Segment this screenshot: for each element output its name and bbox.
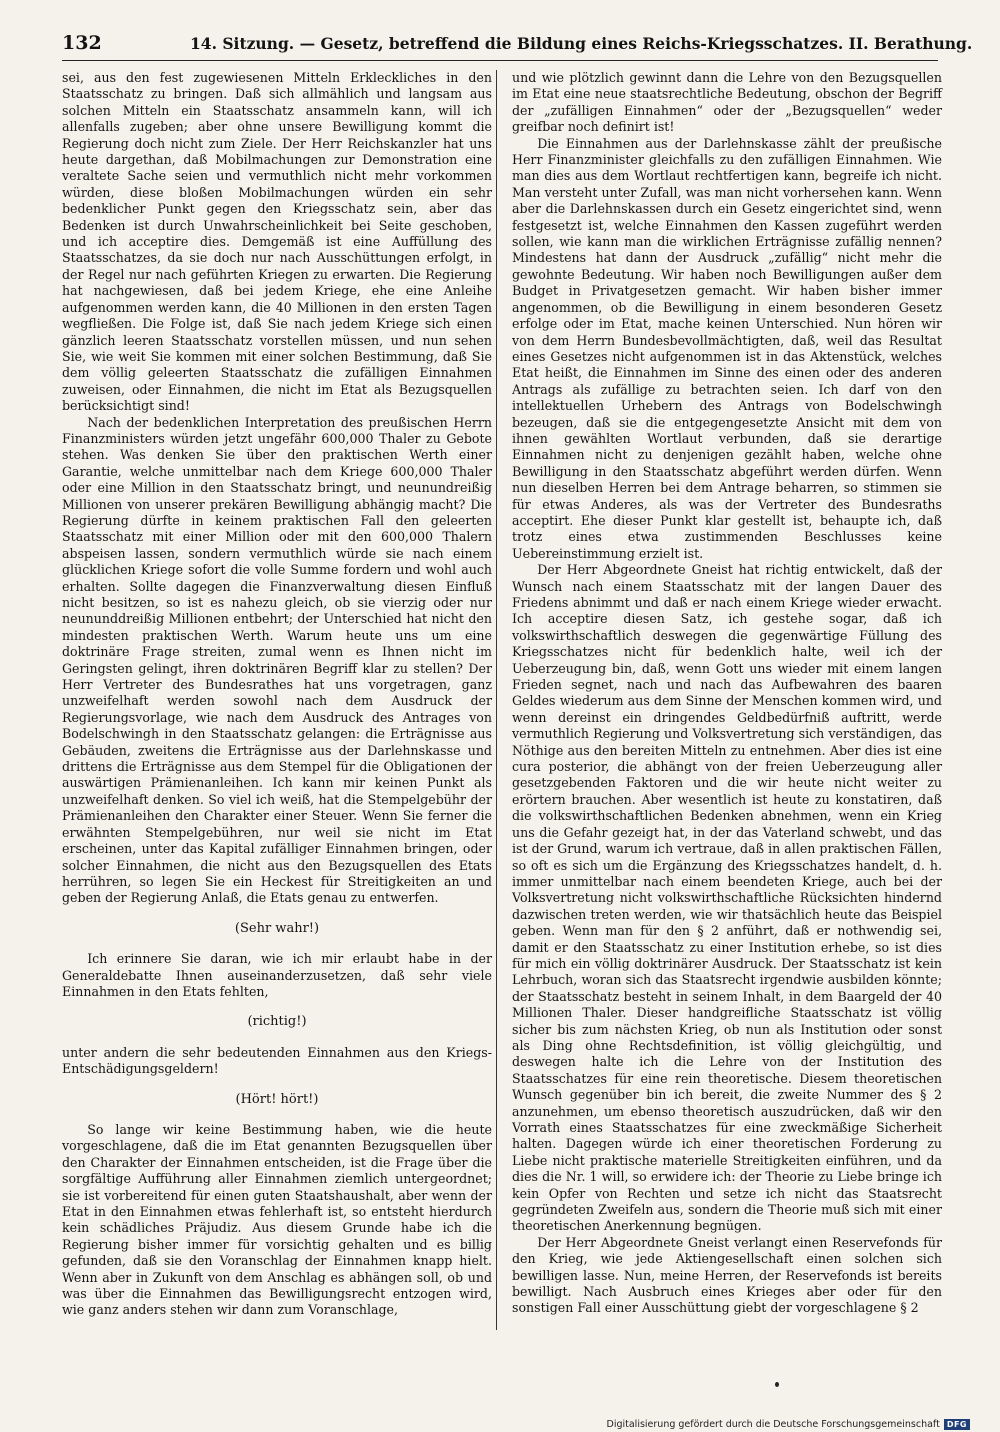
paragraph: sei, aus den fest zugewiesenen Mitteln Erkleckliches in den Staatsschatz zu bringen. Daß sich allmählich und langsam aus solchen Mitteln ein Staatsschatz ansammeln kann, will ich allenfalls zugeben; aber ohne unsere Bewilligung kommt die Regierung doch nicht zum Ziele. Der Herr Reichskanzler hat uns heute dargethan, daß Mobilmachungen zur Demonstration eine veraltete Sache seien und vermuthlich nicht mehr vorkommen würden, diese bloßen Mobilmachungen würden ein sehr bedenklicher Punkt gegen den Kriegsschatz sein, aber das Bedenken ist durch Unwahrscheinlichkeit bei Seite geschoben, und ich acceptire dies. Demgemäß ist eine Auffüllung des Staatsschatzes, da sie doch nur nach Ausschüttungen erfolgt, in der Regel nur nach geführten Kriegen zu erwarten. Die Regierung hat nachgewiesen, daß bei jedem Kriege, ehe eine Anleihe aufgenommen werden kann, die 40 Millionen in den ersten Tagen wegfließen. Die Folge ist, daß Sie nach jedem Kriege sich einen gänzlich leeren Staatsschatz vorstellen müssen, und nun sehen Sie, wie weit Sie kommen mit einer solchen Bestimmung, daß Sie dem völlig geleerten Staatsschatz die zufälligen Einnahmen zuweisen, oder Einnahmen, die nicht im Etat als Bezugsquellen berücksichtigt sind! (62, 70, 492, 414)
paragraph: und wie plötzlich gewinnt dann die Lehre von den Bezugsquellen im Etat eine neue staatsrechtliche Bedeutung, obschon der Begriff der „zufälligen Einnahmen“ oder der „Bezugsquellen“ weder greifbar noch definirt ist! (512, 70, 942, 135)
dfg-logo: DFG (944, 1419, 970, 1430)
interjection: (Hört! hört!) (235, 1091, 319, 1107)
interjection: (Sehr wahr!) (234, 920, 320, 936)
paragraph: unter andern die sehr bedeutenden Einnahmen aus den Kriegs-Entschädigungsgeldern! (62, 1044, 492, 1077)
paragraph: So lange wir keine Bestimmung haben, wie die heute vorgeschlagene, daß die im Etat genannten Bezugsquellen über den Charakter der Einnahmen entscheiden, ist die Frage über die sorgfältige Aufführung aller Einnahmen ziemlich untergeordnet; sie ist vorbereitend für einen guten Staatshaushalt, aber wenn der Etat in den Einnahmen etwas fehlerhaft ist, so entsteht hierdurch kein schädliches Präjudiz. Aus diesem Grunde habe ich die Regierung bisher immer für vorsichtig gehalten und es billig gefunden, daß sie den Voranschlag der Einnahmen knapp hielt. Wenn aber in Zukunft von dem Anschlag es abhängen soll, ob und was über die Einnahmen das Bewilligungsrecht entzogen wird, wie ganz anders stehen wir dann zum Voranschlage, (62, 1121, 492, 1318)
paragraph: Der Herr Abgeordnete Gneist verlangt einen Reservefonds für den Krieg, wie jede Aktiengesellschaft einen solchen sich bewilligen lasse. Nun, meine Herren, der Reservefonds ist bereits bewilligt. Nach Ausbruch eines Krieges aber oder für den sonstigen Fall einer Ausschüttung giebt der vorgeschlagene § 2 (512, 1234, 942, 1316)
column-divider (496, 70, 497, 1330)
right-column (512, 70, 942, 1317)
paragraph: Nach der bedenklichen Interpretation des preußischen Herrn Finanzministers würden jetzt ungefähr 600,000 Thaler zu Gebote stehen. Was denken Sie über den praktischen Werth einer Garantie, welche unmittelbar nach dem Kriege 600,000 Thaler oder eine Million in den Staatsschatz bringt, und neunundreißig Millionen von unserer prekären Bewilligung abhängig macht? Die Regierung dürfte in keinem praktischen Fall den geleerten Staatsschatz mit einer Million oder mit den 600,000 Thalern abspeisen lassen, sondern vermuthlich würde sie nach einem glücklichen Kriege sofort die volle Summe fordern und wohl auch erhalten. Sollte dagegen die Finanzverwaltung diesen Einfluß nicht besitzen, so ist es nahezu gleich, ob sie vierzig oder nur neununddreißig Millionen entbehrt; der Unterschied hat nicht den mindesten praktischen Werth. Warum heute uns um eine doktrinäre Frage streiten, zumal wenn es Ihnen nicht im Geringsten gelingt, ihren doktrinären Begriff klar zu stellen? Der Herr Vertreter des Bundesrathes hat uns vorgetragen, ganz unzweifelhaft werden sowohl nach dem Ausdruck der Regierungsvorlage, wie nach dem Ausdruck des Antrages von Bodelschwingh in den Staatsschatz gelangen: die Erträgnisse aus Gebäuden, zweitens die Erträgnisse aus der Darlehnskasse und drittens die Erträgnisse aus dem Stempel für die Obligationen der auswärtigen Prämienanleihen. Ich kann mir keinen Punkt als unzweifelhaft denken. So viel ich weiß, hat die Stempelgebühr der Prämienanleihen den Charakter einer Steuer. Wenn Sie ferner die erwähnten Stempelgebühren, nur weil sie nicht im Etat erscheinen, unter das Kapital zufälliger Einnahmen bringen, oder solcher Einnahmen, die nicht aus den Bezugsquellen des Etats herrühren, so legen Sie ein Heckest für Streitigkeiten an und geben der Regierung Anlaß, die Etats genau zu entwerfen. (62, 414, 492, 906)
interjection: (richtig!) (247, 1014, 307, 1030)
digitization-credit: Digitalisierung gefördert durch die Deutsche Forschungsgemeinschaft (606, 1418, 940, 1430)
paragraph: Der Herr Abgeordnete Gneist hat richtig entwickelt, daß der Wunsch nach einem Staatsschatz mit der langen Dauer des Friedens abnimmt und daß er nach einem Kriege wieder erwacht. Ich acceptire diesen Satz, ich gestehe sogar, daß ich volkswirthschaftlich deswegen die gegenwärtige Füllung des Kriegsschatzes nicht für bedenklich halte, weil ich der Ueberzeugung bin, daß, wenn Gott uns wieder mit einem langen Frieden segnet, nach und nach das Aufbewahren des baaren Geldes wiederum aus dem Sinne der Menschen kommen wird, und wenn dereinst ein dringendes Geldbedürfniß auftritt, werde vermuthlich Regierung und Volksvertretung sich verständigen, das Nöthige aus den bereiten Mitteln zu entnehmen. Aber dies ist eine cura posterior, die abhängt von der freien Ueberzeugung aller gesetzgebenden Faktoren und die wir heute nicht weiter zu erörtern brauchen. Aber wesentlich ist heute zu konstatiren, daß die volkswirthschaftlichen Bedenken abnehmen, wenn ein Krieg uns die Gefahr gezeigt hat, in der das Vaterland schwebt, und das ist der Grund, warum ich vertraue, daß in allen praktischen Fällen, so oft es sich um die Ergänzung des Kriegsschatzes handelt, d. h. immer unmittelbar nach einem beendeten Kriege, auch bei der Volksvertretung nicht volkswirthschaftliche Rücksichten hindernd dazwischen treten werden, wie wir thatsächlich heute das Beispiel geben. Wenn man für den § 2 anführt, daß er nothwendig sei, damit er den Staatsschatz zu einer Institution erhebe, so ist dies für mich ein völlig doktrinärer Ausdruck. Der Staatsschatz ist kein Lehrbuch, woran sich das Staatsrecht irgendwie ausbilden könnte; der Staatsschatz besteht in seinem Inhalt, in dem Baargeld der 40 Millionen Thaler. Dieser handgreifliche Staatsschatz ist völlig sicher bis zum nächsten Krieg, ob nun als Institution oder sonst als Ding ohne Rechtsdefinition, ist völlig gleichgültig, und deswegen halte ich die Lehre von der Institution des Staatsschatzes für eine rein theoretische. Diesem theoretischen Wunsch gegenüber bin ich bereit, die zweite Nummer des § 2 anzunehmen, um ebenso theoretisch auszudrücken, daß wir den Vorrath eines Staatsschatzes für eine zweckmäßige Sicherheit halten. Dagegen würde ich einer theoretischen Forderung zu Liebe nicht praktische materielle Streitigkeiten einführen, und da dies die Nr. 1 will, so erwidere ich: der Theorie zu Liebe bringe ich kein Opfer von Rechten und setze ich nicht das Staatsrecht gegründeten Zweifeln aus, sondern die Theorie muß sich mit einer theoretischen Anerkennung begnügen. (512, 562, 942, 1234)
page-number: 132 (62, 32, 102, 54)
running-head: 14. Sitzung. — Gesetz, betreffend die Bildung eines Reichs-Kriegsschatzes. II. Berathung. (190, 34, 973, 53)
paragraph: Ich erinnere Sie daran, wie ich mir erlaubt habe in der Generaldebatte Ihnen auseinanderzusetzen, daß sehr viele Einnahmen in den Etats fehlten, (62, 951, 492, 999)
paragraph: Die Einnahmen aus der Darlehnskasse zählt der preußische Herr Finanzminister gleichfalls zu den zufälligen Einnahmen. Wie man dies aus dem Wortlaut rechtfertigen kann, begreife ich nicht. Man versteht unter Zufall, was man nicht vorhersehen kann. Wenn aber die Darlehnskassen durch ein Gesetz eingerichtet sind, wenn festgesetzt ist, welche Einnahmen den Kassen zugeführt werden sollen, wie kann man die wirklichen Erträgnisse zufällig nennen? Mindestens hat dann der Ausdruck „zufällig“ nicht mehr die gewohnte Bedeutung. Wir haben noch Bewilligungen außer dem Budget in Privatgesetzen gemacht. Wir haben bisher immer angenommen, ob die Bewilligung in einem besonderen Gesetz erfolge oder im Etat, mache keinen Unterschied. Nun hören wir von dem Herrn Bundesbevollmächtigten, daß, weil das Resultat eines Gesetzes nicht aufgenommen ist in das Aktenstück, welches Etat heißt, die Einnahmen im Sinne des einen oder des anderen Antrags als zufällige zu betrachten seien. Ich darf von den intellektuellen Urhebern des Antrags von Bodelschwingh bezeugen, daß sie die entgegengesetzte Ansicht mit dem von ihnen gewählten Wortlaut verbunden, daß sie derartige Einnahmen nicht zu denjenigen gezählt haben, welche ohne Bewilligung in den Staatsschatz abgeführt werden dürfen. Wenn nun dieselben Herren bei dem Antrage beharren, so stimmen sie für etwas Anderes, als was der Vertreter des Bundesraths acceptirt. Ehe dieser Punkt klar gestellt ist, behaupte ich, daß trotz eines etwa zustimmenden Beschlusses keine Uebereinstimmung erzielt ist. (512, 135, 942, 561)
footer (607, 1417, 970, 1431)
left-column (62, 70, 492, 1319)
page-header (62, 30, 973, 61)
ink-dot (775, 1382, 779, 1387)
